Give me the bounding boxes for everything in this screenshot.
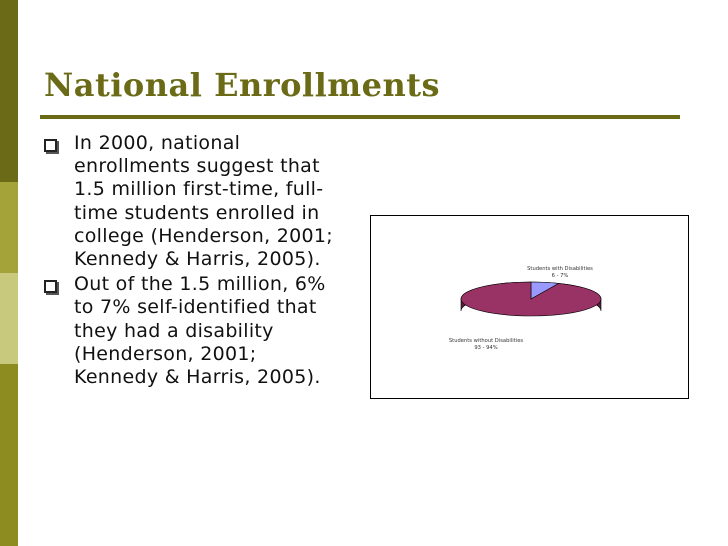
slice-value-no-disabilities: 93 - 94%	[474, 345, 498, 351]
square-bullet-icon	[44, 139, 57, 152]
pie-chart	[371, 216, 690, 400]
pie-chart-frame	[370, 215, 689, 399]
slice-label-disabilities: Students with Disabilities	[527, 266, 593, 272]
sidebar-segment	[0, 364, 18, 546]
pie-slice-no-disabilities	[461, 282, 601, 316]
bullet-text: Out of the 1.5 million, 6% to 7% self-identified that they had a disability (Henderson, 2001; Kennedy & Harris, 2005).	[74, 273, 326, 389]
bullet-item	[44, 273, 364, 389]
sidebar-segment	[0, 273, 18, 364]
slide-title: National Enrollments	[44, 66, 441, 104]
bullet-item	[44, 132, 364, 271]
bullet-text: In 2000, national enrollments suggest that 1.5 million first-time, full- time students enrolled in college (Henderson, 2001; Kennedy & Harris, 2005).	[74, 132, 333, 271]
decorative-sidebar	[0, 0, 18, 546]
square-bullet-icon	[44, 280, 57, 293]
title-underline	[40, 115, 680, 119]
sidebar-segment	[0, 182, 18, 273]
sidebar-segment	[0, 0, 18, 182]
slice-label-no-disabilities: Students without Disabilities	[448, 338, 524, 344]
slice-value-disabilities: 6 - 7%	[551, 273, 569, 279]
bullet-list	[44, 132, 364, 391]
